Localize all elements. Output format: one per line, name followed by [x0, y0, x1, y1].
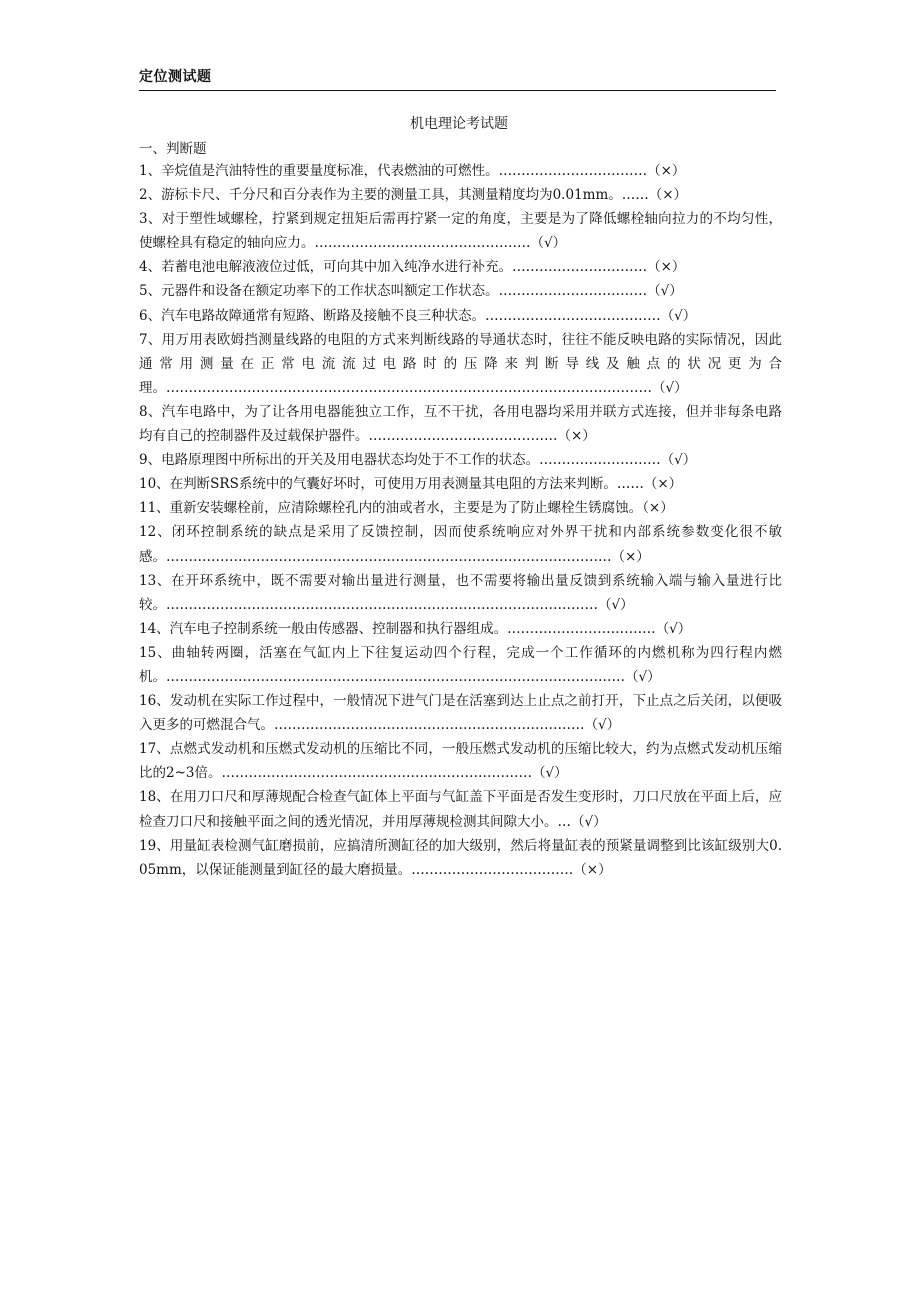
question-text: 15、曲轴转两圈，活塞在气缸内上下往复运动四个行程，完成一个工作循环的内燃机称为四行程内燃机。…………………………………………………………………………………………: [139, 644, 782, 685]
question-answer: （×）: [573, 861, 612, 878]
question-text: 2、游标卡尺、千分尺和百分表作为主要的测量工具，其测量精度均为0.01mm。……: [139, 187, 649, 204]
question-item: [139, 617, 782, 641]
question-text: 13、在开环系统中，既不需要对输出量进行测量，也不需要将输出量反馈到系统输入端与输入量进行比较。……………………………………………………………………………………: [139, 572, 782, 613]
header-title: 定位测试题: [139, 69, 212, 85]
question-item: [139, 183, 782, 207]
question-text: 1、辛烷值是汽油特性的重要量度标准，代表燃油的可燃性。……………………………: [139, 163, 648, 179]
question-answer: （√）: [598, 596, 634, 613]
question-item: [139, 472, 782, 496]
question-item: [139, 641, 782, 689]
question-item: [139, 159, 782, 183]
question-item: [139, 328, 782, 400]
question-text: 3、对于塑性域螺栓，拧紧到规定扭矩后需再拧紧一定的角度，主要是为了降低螺栓轴向拉力的不均匀性，使螺栓具有稳定的轴向应力。…………………………………………: [139, 211, 782, 252]
question-answer: （√）: [530, 235, 567, 252]
question-answer: （×）: [647, 163, 686, 179]
question-item: [139, 496, 782, 520]
question-text: 17、点燃式发动机和压燃式发动机的压缩比不同，一般压燃式发动机的压缩比较大，约为点燃式发动机压缩比的2~3倍。……………………………………………………………: [139, 741, 782, 782]
question-item: [139, 279, 782, 303]
question-answer: （×）: [611, 548, 650, 565]
question-answer: （×）: [643, 476, 683, 493]
question-answer: （√）: [652, 379, 688, 396]
question-answer: （√）: [647, 283, 683, 300]
question-answer: （√）: [655, 620, 692, 637]
question-answer: （√）: [532, 765, 568, 782]
document-title: 机电理论考试题: [410, 116, 508, 132]
question-item: [139, 737, 782, 785]
question-item: [139, 785, 782, 833]
question-text: 5、元器件和设备在额定功率下的工作状态叫额定工作状态。……………………………: [139, 283, 648, 300]
question-text: 19、用量缸表检测气缸磨损前，应搞清所测缸径的加大级别，然后将量缸表的预紧量调整到比该缸级别大0.05mm，以保证能测量到缸径的最大磨损量。………………………………: [139, 837, 782, 878]
question-item: [139, 400, 782, 448]
question-item: [139, 569, 782, 617]
question-item: [139, 689, 782, 737]
question-text: 11、重新安装螺栓前，应清除螺栓孔内的油或者水，主要是为了防止螺栓生锈腐蚀。: [139, 500, 643, 517]
question-answer: （×）: [557, 428, 596, 445]
question-answer: （√）: [625, 668, 661, 685]
question-text: 18、在用刀口尺和厚薄规配合检查气缸体上平面与气缸盖下平面是否发生变形时，刀口尺放在平面上后，应检查刀口尺和接触平面之间的透光情况，并用厚薄规检测其间隙大小。…: [139, 789, 782, 830]
question-answer: （√）: [660, 452, 697, 469]
question-item: [139, 520, 782, 568]
question-answer: （×）: [647, 259, 686, 276]
question-answer: （×）: [648, 187, 688, 204]
question-item: [139, 834, 782, 882]
section-heading: 一、判断题: [139, 141, 207, 157]
question-item: [139, 304, 782, 328]
question-item: [139, 207, 782, 255]
question-item: [139, 448, 782, 472]
question-answer: （√）: [571, 813, 607, 830]
question-text: 6、汽车电路故障通常有短路、断路及接触不良三种状态。…………………………………: [139, 307, 661, 324]
question-text: 4、若蓄电池电解液液位过低，可向其中加入纯净水进行补充。…………………………: [139, 259, 648, 276]
page-header: [139, 64, 776, 91]
question-answer: （√）: [584, 717, 621, 734]
question-answer: （×）: [642, 500, 674, 517]
question-text: 10、在判断SRS系统中的气囊好坏时，可使用万用表测量其电阻的方法来判断。……: [139, 476, 644, 493]
question-text: 7、用万用表欧姆挡测量线路的电阻的方式来判断线路的导通状态时，往往不能反映电路的实际情况，因此通常用测量在正常电流流过电路时的压降来判断导线及触点的状况更为合理。………………………………………………………………………………………………: [139, 331, 782, 396]
question-text: 16、发动机在实际工作过程中，一般情况下进气门是在活塞到达上止点之前打开，下止点之后关闭，以便吸入更多的可燃混合气。……………………………………………………………: [139, 693, 782, 734]
question-text: 8、汽车电路中，为了让各用电器能独立工作，互不干扰，各用电器均采用并联方式连接，但并非每条电路均有自己的控制器件及过载保护器件。……………………………………: [139, 403, 782, 445]
question-text: 12、闭环控制系统的缺点是采用了反馈控制，因而使系统响应对外界干扰和内部系统参数变化很不敏感。………………………………………………………………………………………: [139, 524, 782, 565]
question-text: 9、电路原理图中所标出的开关及用电器状态均处于不工作的状态。………………………: [139, 452, 661, 469]
question-text: 14、汽车电子控制系统一般由传感器、控制器和执行器组成。……………………………: [139, 620, 656, 637]
question-item: [139, 255, 782, 279]
question-answer: （√）: [660, 307, 697, 324]
question-list: [139, 159, 782, 882]
